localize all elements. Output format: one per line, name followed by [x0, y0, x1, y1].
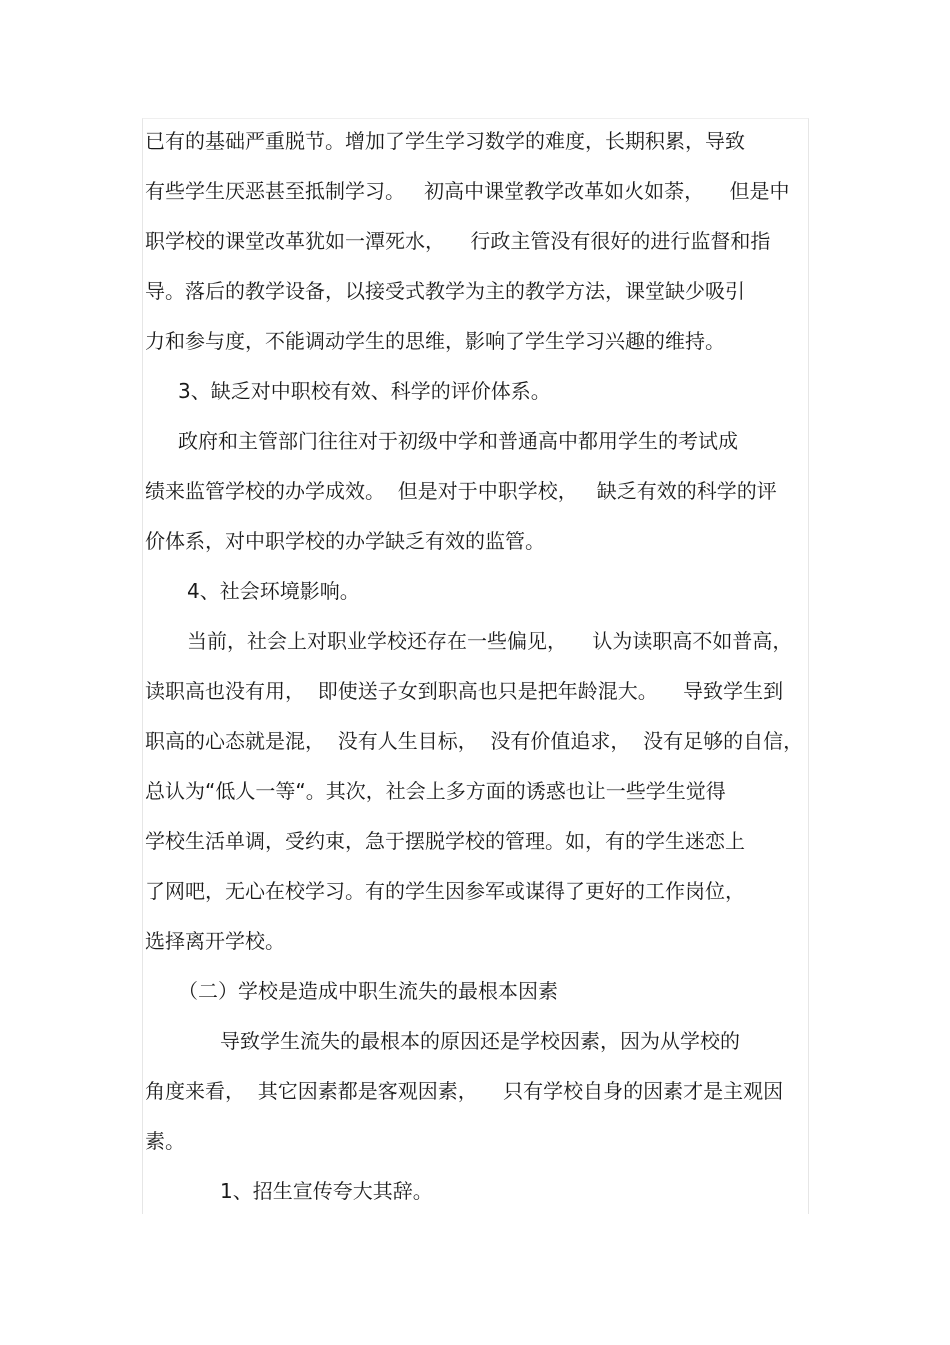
section-heading: 3、缺乏对中职校有效、科学的评价体系。	[178, 379, 551, 403]
section-heading: （二）学校是造成中职生流失的最根本因素	[178, 979, 558, 1003]
text-line: 有些学生厌恶甚至抵制学习。 初高中课堂教学改革如火如荼， 但是中	[145, 179, 790, 203]
text-line: 导。落后的教学设备，以接受式教学为主的教学方法，课堂缺少吸引	[145, 279, 745, 303]
text-line: 当前，社会上对职业学校还存在一些偏见， 认为读职高不如普高，	[187, 629, 793, 653]
text-line: 角度来看， 其它因素都是客观因素， 只有学校自身的因素才是主观因	[145, 1079, 784, 1103]
text-line: 绩来监管学校的办学成效。 但是对于中职学校， 缺乏有效的科学的评	[145, 479, 777, 503]
text-line: 力和参与度，不能调动学生的思维，影响了学生学习兴趣的维持。	[145, 329, 725, 353]
text-line: 总认为“低人一等“。其次，社会上多方面的诱惑也让一些学生觉得	[145, 779, 726, 803]
text-line: 政府和主管部门往往对于初级中学和普通高中都用学生的考试成	[178, 429, 738, 453]
text-line: 学校生活单调，受约束，急于摆脱学校的管理。如，有的学生迷恋上	[145, 829, 745, 853]
text-line: 了网吧，无心在校学习。有的学生因参军或谋得了更好的工作岗位，	[145, 879, 745, 903]
text-line: 选择离开学校。	[145, 929, 285, 953]
text-line: 导致学生流失的最根本的原因还是学校因素，因为从学校的	[220, 1029, 740, 1053]
text-line: 价体系，对中职学校的办学缺乏有效的监管。	[145, 529, 545, 553]
section-heading: 1、招生宣传夸大其辞。	[220, 1179, 433, 1203]
text-line: 职高的心态就是混， 没有人生目标， 没有价值追求， 没有足够的自信，	[145, 729, 804, 753]
text-line: 读职高也没有用， 即使送子女到职高也只是把年龄混大。 导致学生到	[145, 679, 784, 703]
text-line: 已有的基础严重脱节。增加了学生学习数学的难度，长期积累，导致	[145, 129, 745, 153]
text-line: 职学校的课堂改革犹如一潭死水， 行政主管没有很好的进行监督和指	[145, 229, 771, 253]
text-line: 素。	[145, 1129, 185, 1153]
section-heading: 4、社会环境影响。	[187, 579, 360, 603]
